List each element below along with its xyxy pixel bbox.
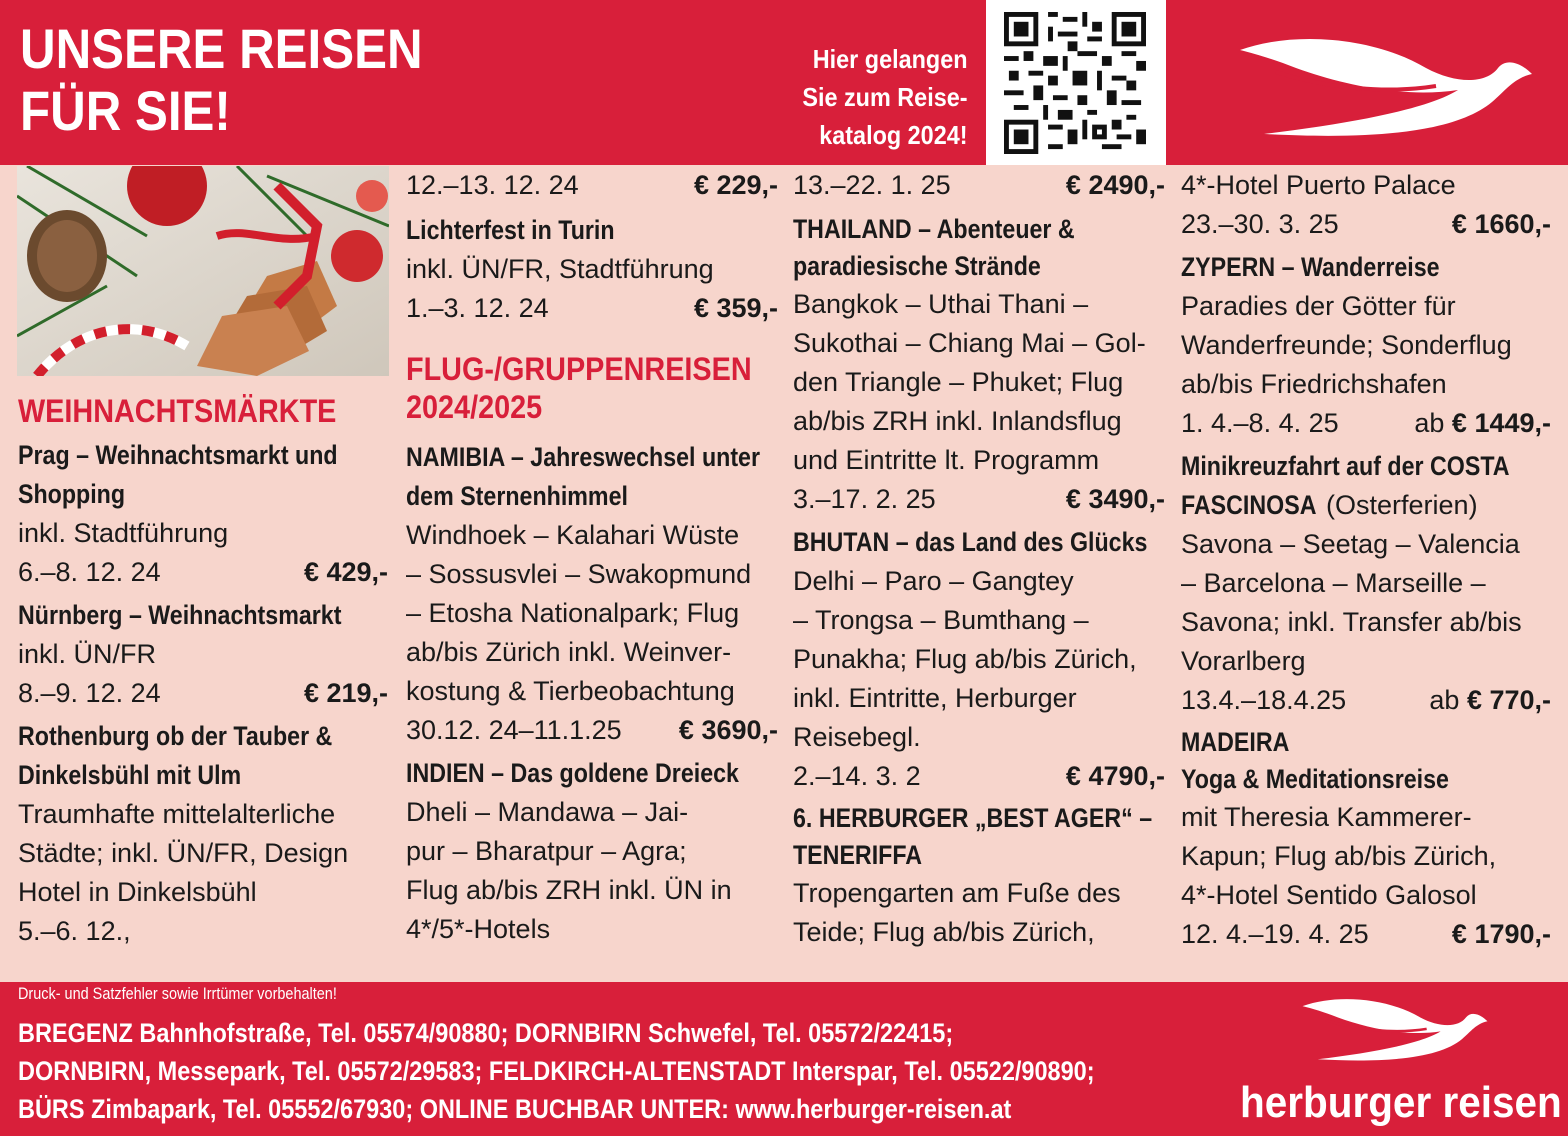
- trip-date-thailand: 3.–17. 2. 25: [793, 484, 936, 514]
- qr-code[interactable]: [986, 0, 1166, 165]
- trip-title-madeira: MADEIRA: [1181, 727, 1290, 757]
- trip-date-prag: 6.–8. 12. 24: [18, 557, 161, 587]
- trip-price-col4-top: € 1660,-: [1451, 209, 1551, 239]
- trip-price-row-prag: [18, 553, 388, 592]
- christmas-cookies-image-icon: [17, 166, 389, 376]
- trip-desc-indien-4: 4*/5*-Hotels: [406, 914, 551, 944]
- trip-desc-costa-1: Savona – Seetag – Valencia: [1181, 529, 1520, 559]
- trip-title-nuernberg: Nürnberg – Weihnachtsmarkt: [18, 600, 342, 630]
- trip-title-bhutan: BHUTAN – das Land des Glücks: [793, 527, 1148, 557]
- section-title-flugreisen-2: 2024/2025: [406, 389, 543, 425]
- trip-title-namibia: NAMIBIA – Jahreswechsel unter: [406, 442, 761, 472]
- trip-price-prefix-zypern: ab: [1414, 408, 1445, 438]
- trip-title-teneriffa: 6. HERBURGER „BEST AGER“ –: [793, 803, 1153, 833]
- trip-title-rothenburg: Rothenburg ob der Tauber &: [18, 721, 333, 751]
- bird-logo-icon: [1236, 28, 1536, 138]
- trip-price-row-nuernberg: [18, 674, 388, 713]
- brand-wordmark: herburger reisen: [1240, 1078, 1562, 1127]
- trip-desc-bhutan-5: Reisebegl.: [793, 722, 921, 752]
- trip-desc-zypern-3: ab/bis Friedrichshafen: [1181, 369, 1447, 399]
- trip-desc-namibia-5: kostung & Tierbeobachtung: [406, 676, 735, 706]
- trip-desc-thailand-4: ab/bis ZRH inkl. Inlandsflug: [793, 406, 1122, 436]
- headline-line-1: UNSERE REISEN: [20, 17, 423, 80]
- trip-date-col3-top: 13.–22. 1. 25: [793, 170, 951, 200]
- trip-price-nuernberg: € 219,-: [303, 678, 388, 708]
- trip-desc-costa-3: Savona; inkl. Transfer ab/bis: [1181, 607, 1522, 637]
- trip-date-madeira: 12. 4.–19. 4. 25: [1181, 919, 1369, 949]
- trip-title-costa-2-row: [1181, 486, 1551, 525]
- qr-hint: [803, 40, 968, 154]
- qr-hint-line-2: Sie zum Reise-: [802, 82, 968, 112]
- trip-desc-namibia-4: ab/bis Zürich inkl. Weinver-: [406, 637, 732, 667]
- trip-desc-indien-2: pur – Bharatpur – Agra;: [406, 836, 687, 866]
- headline-line-2: FÜR SIE!: [20, 79, 231, 142]
- trip-desc-teneriffa-1: Tropengarten am Fuße des: [793, 878, 1121, 908]
- disclaimer: Druck- und Satzfehler sowie Irrtümer vorbehalten!: [18, 984, 337, 1003]
- trip-desc-teneriffa-2: Teide; Flug ab/bis Zürich,: [793, 917, 1095, 947]
- trip-title-indien: INDIEN – Das goldene Dreieck: [406, 758, 739, 788]
- trip-title-rothenburg-2: Dinkelsbühl mit Ulm: [18, 760, 242, 790]
- trip-desc-thailand-5: und Eintritte lt. Programm: [793, 445, 1100, 475]
- trip-price-row-col2-top: [406, 166, 778, 205]
- trip-price-row-zypern: [1181, 404, 1551, 443]
- trip-title-costa: Minikreuzfahrt auf der COSTA: [1181, 451, 1510, 481]
- section-title-flugreisen: FLUG-/GRUPPENREISEN: [406, 351, 752, 387]
- trip-title-costa-suffix: (Osterferien): [1318, 490, 1478, 520]
- branch-addresses: [18, 1014, 1095, 1128]
- trip-desc-thailand-1: Bangkok – Uthai Thani –: [793, 289, 1089, 319]
- address-line-2: DORNBIRN, Messepark, Tel. 05572/29583; FELDKIRCH-ALTENSTADT Interspar, Tel. 05522/90890;: [18, 1056, 1095, 1086]
- trip-desc-costa-2: – Barcelona – Marseille –: [1181, 568, 1486, 598]
- trip-date-costa: 13.4.–18.4.25: [1181, 685, 1347, 715]
- trip-desc-thailand-2: Sukothai – Chiang Mai – Gol-: [793, 328, 1146, 358]
- trip-price-madeira: € 1790,-: [1451, 919, 1551, 949]
- trip-price-row-costa: [1181, 681, 1551, 720]
- trip-desc-namibia-1: Windhoek – Kalahari Wüste: [406, 520, 740, 550]
- trip-desc-costa-4: Vorarlberg: [1181, 646, 1306, 676]
- trip-desc-col4-top: 4*-Hotel Puerto Palace: [1181, 170, 1456, 200]
- headline: [20, 18, 423, 142]
- trip-price-bhutan: € 4790,-: [1065, 761, 1165, 791]
- trip-price-col3-top: € 2490,-: [1065, 170, 1165, 200]
- trip-price-thailand: € 3490,-: [1065, 484, 1165, 514]
- trip-price-row-col3-top: [793, 166, 1165, 205]
- trip-desc-rothenburg-2: Städte; inkl. ÜN/FR, Design: [18, 838, 349, 868]
- trip-desc-bhutan-3: Punakha; Flug ab/bis Zürich,: [793, 644, 1137, 674]
- trip-price-namibia: € 3690,-: [678, 715, 778, 745]
- trip-title-costa-2: FASCINOSA: [1181, 490, 1317, 520]
- trip-date-col4-top: 23.–30. 3. 25: [1181, 209, 1339, 239]
- trip-desc-namibia-2: – Sossusvlei – Swakopmund: [406, 559, 752, 589]
- trip-desc-madeira-2: Kapun; Flug ab/bis Zürich,: [1181, 841, 1497, 871]
- trip-desc-thailand-3: den Triangle – Phuket; Flug: [793, 367, 1124, 397]
- trip-price-turin: € 359,-: [693, 293, 778, 323]
- bird-logo-small-icon: [1300, 992, 1490, 1062]
- trip-price-row-bhutan: [793, 757, 1165, 796]
- trip-desc-rothenburg-1: Traumhafte mittelalterliche: [18, 799, 336, 829]
- christmas-cookies-photo: [17, 166, 389, 376]
- trip-price-costa: € 770,-: [1466, 685, 1551, 715]
- address-line-3[interactable]: BÜRS Zimbapark, Tel. 05552/67930; ONLINE BUCHBAR UNTER: www.herburger-reisen.at: [18, 1094, 1012, 1124]
- trip-desc-prag: inkl. Stadtführung: [18, 518, 229, 548]
- qr-code-icon: [1002, 12, 1148, 154]
- trip-date-bhutan: 2.–14. 3. 2: [793, 761, 921, 791]
- trip-title-namibia-2: dem Sternenhimmel: [406, 481, 628, 511]
- trip-price-row-namibia: [406, 711, 778, 750]
- trip-date-col2-top: 12.–13. 12. 24: [406, 170, 579, 200]
- trip-desc-indien-3: Flug ab/bis ZRH inkl. ÜN in: [406, 875, 732, 905]
- address-line-1: BREGENZ Bahnhofstraße, Tel. 05574/90880; DORNBIRN Schwefel, Tel. 05572/22415;: [18, 1018, 954, 1048]
- section-title-weihnachtsmaerkte: WEIHNACHTSMÄRKTE: [18, 393, 337, 429]
- trip-price-row-turin: [406, 289, 778, 328]
- trip-desc-namibia-3: – Etosha Nationalpark; Flug: [406, 598, 740, 628]
- trip-title-teneriffa-2: TENERIFFA: [793, 840, 923, 870]
- trip-desc-bhutan-2: – Trongsa – Bumthang –: [793, 605, 1089, 635]
- trip-desc-rothenburg-3: Hotel in Dinkelsbühl: [18, 877, 257, 907]
- trip-price-row-col4-top: [1181, 205, 1551, 244]
- column-2: [406, 166, 778, 949]
- column-4: [1181, 166, 1551, 954]
- trip-price-row-madeira: [1181, 915, 1551, 954]
- trip-title-thailand-2: paradiesische Strände: [793, 251, 1041, 281]
- trip-desc-madeira-1: mit Theresia Kammerer-: [1181, 802, 1472, 832]
- trip-desc-zypern-1: Paradies der Götter für: [1181, 291, 1456, 321]
- trip-date-turin: 1.–3. 12. 24: [406, 293, 549, 323]
- trip-date-zypern: 1. 4.–8. 4. 25: [1181, 408, 1339, 438]
- trip-price-prag: € 429,-: [303, 557, 388, 587]
- trip-desc-zypern-2: Wanderfreunde; Sonderflug: [1181, 330, 1512, 360]
- trip-date-nuernberg: 8.–9. 12. 24: [18, 678, 161, 708]
- header-banner: [0, 0, 1568, 165]
- trip-desc-nuernberg: inkl. ÜN/FR: [18, 639, 157, 669]
- trip-price-zypern: € 1449,-: [1451, 408, 1551, 438]
- trip-title-turin: Lichterfest in Turin: [406, 215, 615, 245]
- trip-desc-bhutan-1: Delhi – Paro – Gangtey: [793, 566, 1074, 596]
- trip-title-zypern: ZYPERN – Wanderreise: [1181, 252, 1440, 282]
- trip-date-namibia: 30.12. 24–11.1.25: [406, 715, 622, 745]
- trip-date-rothenburg: 5.–6. 12.,: [18, 916, 131, 946]
- trip-title-thailand: THAILAND – Abenteuer &: [793, 214, 1075, 244]
- column-weihnachtsmaerkte: [18, 392, 388, 951]
- trip-price-row-thailand: [793, 480, 1165, 519]
- trip-desc-turin: inkl. ÜN/FR, Stadtführung: [406, 254, 714, 284]
- trip-desc-indien-1: Dheli – Mandawa – Jai-: [406, 797, 689, 827]
- trip-desc-bhutan-4: inkl. Eintritte, Herburger: [793, 683, 1077, 713]
- trip-price-col2-top: € 229,-: [693, 170, 778, 200]
- qr-hint-line-3: katalog 2024!: [819, 120, 968, 150]
- trip-title-madeira-2: Yoga & Meditationsreise: [1181, 764, 1449, 794]
- column-3: [793, 166, 1165, 952]
- trip-title-prag-2: Shopping: [18, 479, 126, 509]
- trip-price-prefix-costa: ab: [1429, 685, 1460, 715]
- qr-hint-line-1: Hier gelangen: [813, 44, 968, 74]
- trip-desc-madeira-3: 4*-Hotel Sentido Galosol: [1181, 880, 1477, 910]
- trip-title-prag: Prag – Weihnachtsmarkt und: [18, 440, 338, 470]
